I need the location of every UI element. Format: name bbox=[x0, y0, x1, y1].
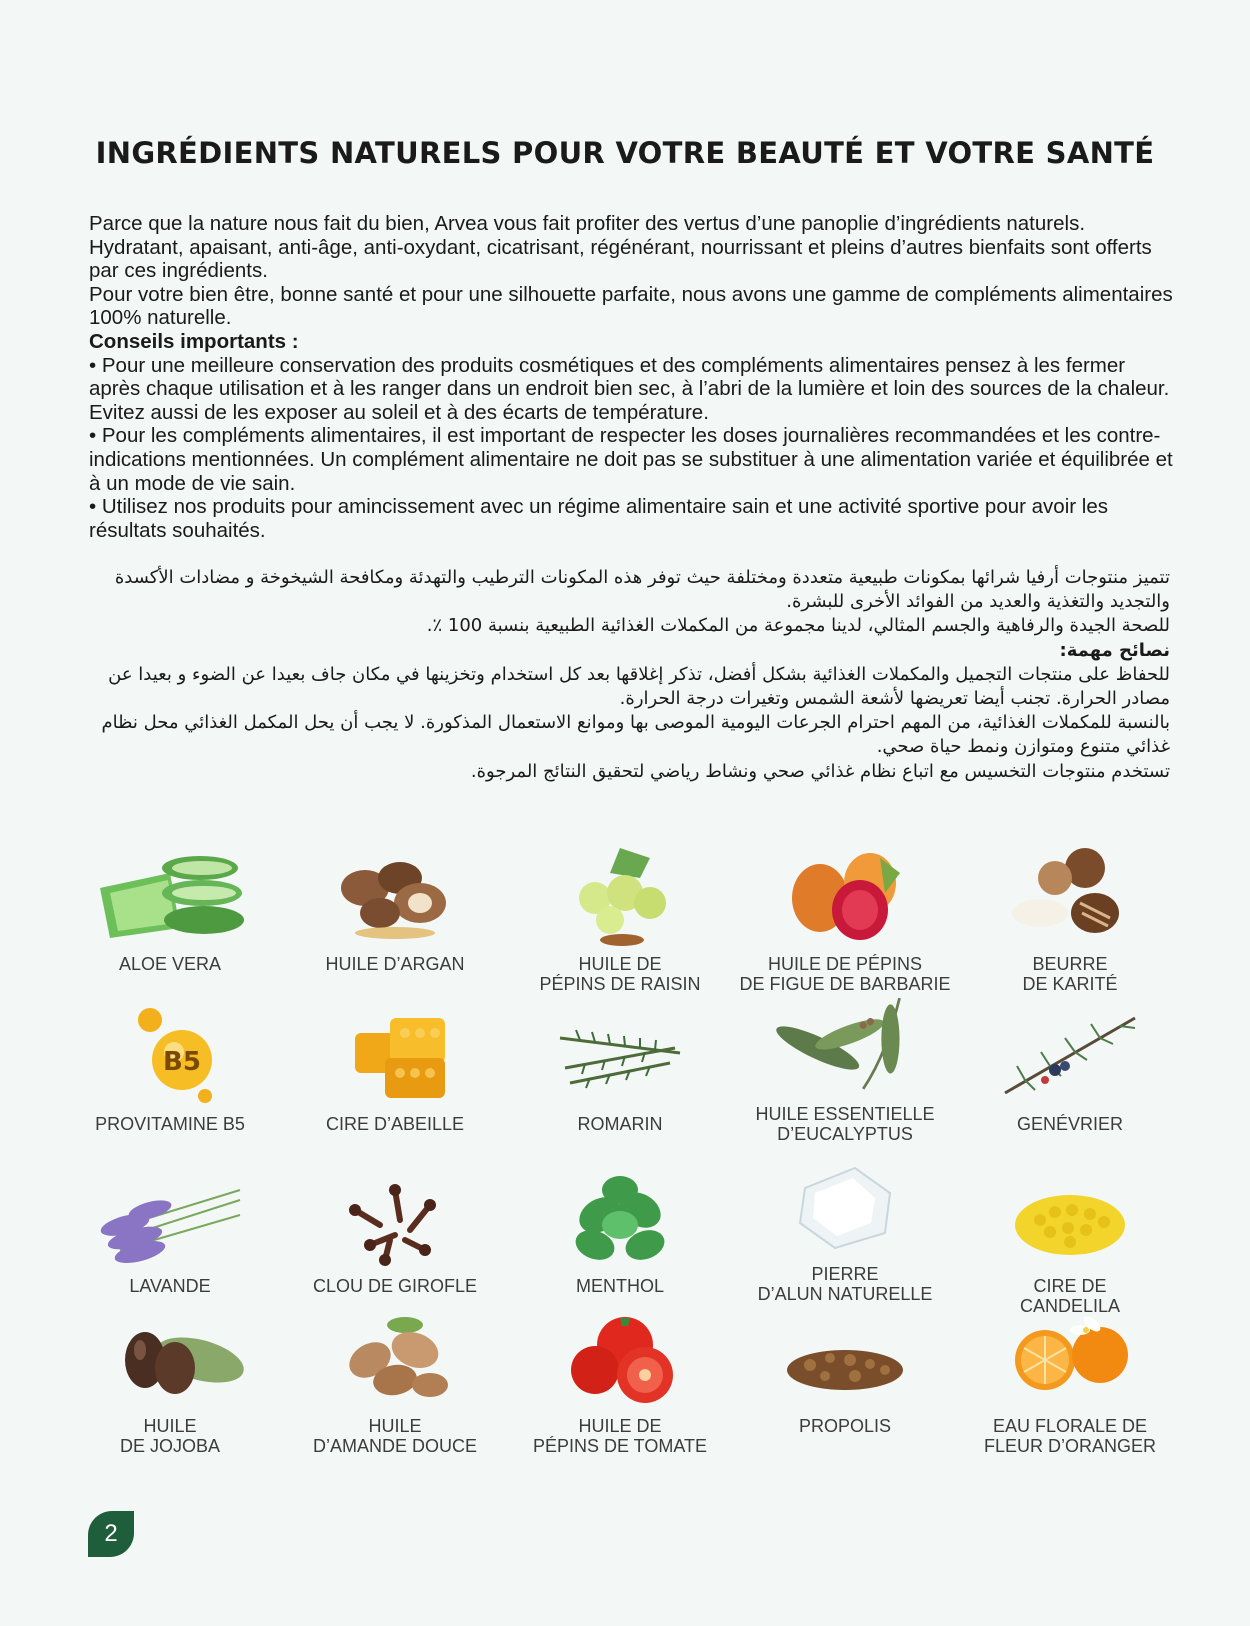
arabic-intro-2: للصحة الجيدة والرفاهية والجسم المثالي، لدينا مجموعة من المكملات الغذائية الطبيعية بنسبة 100 ٪. bbox=[426, 615, 1170, 637]
ingredient-tomato bbox=[510, 1310, 730, 1456]
ingredient-candelilla bbox=[960, 1170, 1180, 1316]
ingredient-prickly-pear bbox=[735, 848, 955, 994]
ingredient-aloe-vera bbox=[60, 848, 280, 974]
ingredient-propolis bbox=[735, 1310, 955, 1436]
argan-nut-icon bbox=[325, 848, 465, 948]
ingredient-label: GENÉVRIER bbox=[1016, 1114, 1124, 1134]
lavender-icon bbox=[90, 1170, 250, 1270]
arabic-intro-1: تتميز منتوجات أرفيا شرائها بمكونات طبيعية متعددة ومختلفة حيث توفر هذه المكونات الترطيب والتهدئة ومكافحة الشيخوخة و مضادات الأكسدة والتجديد والتغذية والعديد من الفوائد الأخرى للبشرة. bbox=[114, 567, 1170, 613]
ingredient-label: HUILE DE PÉPINS DE FIGUE DE BARBARIE bbox=[739, 954, 951, 994]
arabic-tips-heading: نصائح مهمة: bbox=[1059, 639, 1170, 661]
shea-nut-icon bbox=[1000, 848, 1140, 948]
french-text-block bbox=[89, 212, 1179, 542]
french-tip-1: • Pour une meilleure conservation des produits cosmétiques et des compléments alimentaires pensez à les fermer après chaque utilisation et à les ranger dans un endroit bien sec, à l’abri de la lumière et loin des sources de la chaleur. Evitez aussi de les exposer au soleil et à des écarts de température. bbox=[89, 353, 1170, 424]
ingredient-label: PROPOLIS bbox=[798, 1416, 892, 1436]
mint-icon bbox=[550, 1170, 690, 1270]
ingredient-shea bbox=[960, 848, 1180, 994]
ingredient-almond bbox=[285, 1310, 505, 1456]
ingredient-jojoba bbox=[60, 1310, 280, 1456]
ingredient-label: BEURRE DE KARITÉ bbox=[1022, 954, 1118, 994]
ingredient-label: CLOU DE GIROFLE bbox=[312, 1276, 478, 1296]
ingredient-rosemary bbox=[510, 1008, 730, 1134]
ingredient-label: MENTHOL bbox=[575, 1276, 664, 1296]
ingredient-provitamin-b5 bbox=[60, 1008, 280, 1134]
vitamin-b5-icon bbox=[100, 1008, 240, 1108]
ingredient-clove bbox=[285, 1170, 505, 1296]
arabic-text-block bbox=[85, 566, 1170, 784]
ingredient-argan bbox=[285, 848, 505, 974]
page-number-badge: 2 bbox=[88, 1511, 134, 1557]
ingredient-label: HUILE DE PÉPINS DE TOMATE bbox=[532, 1416, 708, 1456]
tomato-icon bbox=[550, 1310, 690, 1410]
ingredient-mint bbox=[510, 1170, 730, 1296]
rosemary-icon bbox=[550, 1008, 690, 1108]
aloe-vera-icon bbox=[90, 848, 250, 948]
grape-icon bbox=[550, 848, 690, 948]
ingredient-label: EAU FLORALE DE FLEUR D’ORANGER bbox=[983, 1416, 1157, 1456]
candelilla-wax-icon bbox=[1000, 1170, 1140, 1270]
vitamin-badge-text: B5 bbox=[163, 1047, 201, 1077]
eucalyptus-icon bbox=[755, 998, 935, 1098]
ingredient-label: CIRE D’ABEILLE bbox=[325, 1114, 465, 1134]
orange-blossom-icon bbox=[1000, 1310, 1140, 1410]
ingredient-label: HUILE ESSENTIELLE D’EUCALYPTUS bbox=[755, 1104, 935, 1144]
french-tip-2: • Pour les compléments alimentaires, il est important de respecter les doses journalières recommandées et les contre-indications mentionnées. Un complément alimentaire ne doit pas se substituer à une alimentation variée et équilibrée et à un mode de vie sain. bbox=[89, 424, 1173, 495]
ingredient-label: LAVANDE bbox=[129, 1276, 211, 1296]
ingredient-label: PIERRE D’ALUN NATURELLE bbox=[757, 1264, 933, 1304]
french-intro-2: Pour votre bien être, bonne santé et pour une silhouette parfaite, nous avons une gamme de compléments alimentaires 100% naturelle. bbox=[89, 282, 1173, 330]
ingredient-label: HUILE D’AMANDE DOUCE bbox=[312, 1416, 477, 1456]
ingredient-juniper bbox=[960, 1008, 1180, 1134]
ingredient-grape bbox=[510, 848, 730, 994]
ingredient-beeswax bbox=[285, 1008, 505, 1134]
ingredient-label: HUILE D’ARGAN bbox=[325, 954, 465, 974]
ingredient-label: PROVITAMINE B5 bbox=[95, 1114, 245, 1134]
arabic-tip-1: للحفاظ على منتجات التجميل والمكملات الغذائية بشكل أفضل، تذكر إغلاقها بعد كل استخدام وتخزينها في مكان جاف بعيدا عن الضوء و بعيدا عن مصادر الحرارة. تجنب أيضا تعريضها لأشعة الشمس وتغيرات درجة الحرارة. bbox=[108, 663, 1170, 710]
ingredient-alum-stone bbox=[735, 1158, 955, 1304]
arabic-tip-3: تستخدم منتوجات التخسيس مع اتباع نظام غذائي صحي ونشاط رياضي لتحقيق النتائج المرجوة. bbox=[470, 760, 1170, 782]
ingredient-eucalyptus bbox=[735, 998, 955, 1144]
ingredient-orange-blossom bbox=[960, 1310, 1180, 1456]
alum-stone-icon bbox=[775, 1158, 915, 1258]
ingredient-label: CIRE DE CANDELILA bbox=[1019, 1276, 1121, 1316]
prickly-pear-icon bbox=[775, 848, 915, 948]
jojoba-icon bbox=[90, 1310, 250, 1410]
french-tip-3: • Utilisez nos produits pour amincissement avec un régime alimentaire sain et une activité sportive pour avoir les résultats souhaités. bbox=[89, 495, 1108, 542]
ingredient-label: HUILE DE PÉPINS DE RAISIN bbox=[539, 954, 701, 994]
ingredients-grid bbox=[60, 848, 1180, 1498]
ingredient-label: ROMARIN bbox=[577, 1114, 663, 1134]
page-title: INGRÉDIENTS NATURELS POUR VOTRE BEAUTÉ ET VOTRE SANTÉ bbox=[95, 136, 1155, 170]
ingredient-label: HUILE DE JOJOBA bbox=[119, 1416, 221, 1456]
honeycomb-icon bbox=[325, 1008, 465, 1108]
propolis-icon bbox=[775, 1310, 915, 1410]
french-tips-heading: Conseils importants : bbox=[89, 329, 299, 353]
ingredient-label: ALOE VERA bbox=[118, 954, 222, 974]
french-intro-1: Parce que la nature nous fait du bien, Arvea vous fait profiter des vertus d’une panoplie d’ingrédients naturels. Hydratant, apaisant, anti-âge, anti-oxydant, cicatrisant, régénérant, nourrissant et pleins d’autres bienfaits sont offerts par ces ingrédients. bbox=[89, 212, 1152, 283]
clove-icon bbox=[325, 1170, 465, 1270]
juniper-icon bbox=[995, 1008, 1145, 1108]
almond-icon bbox=[325, 1310, 465, 1410]
arabic-tip-2: بالنسبة للمكملات الغذائية، من المهم احترام الجرعات اليومية الموصى بها وموانع الاستعمال المذكورة. لا يجب أن يحل المكمل الغذائي محل نظام غذائي متنوع ومتوازن ونمط حياة صحي. bbox=[101, 712, 1170, 758]
ingredient-lavender bbox=[60, 1170, 280, 1296]
